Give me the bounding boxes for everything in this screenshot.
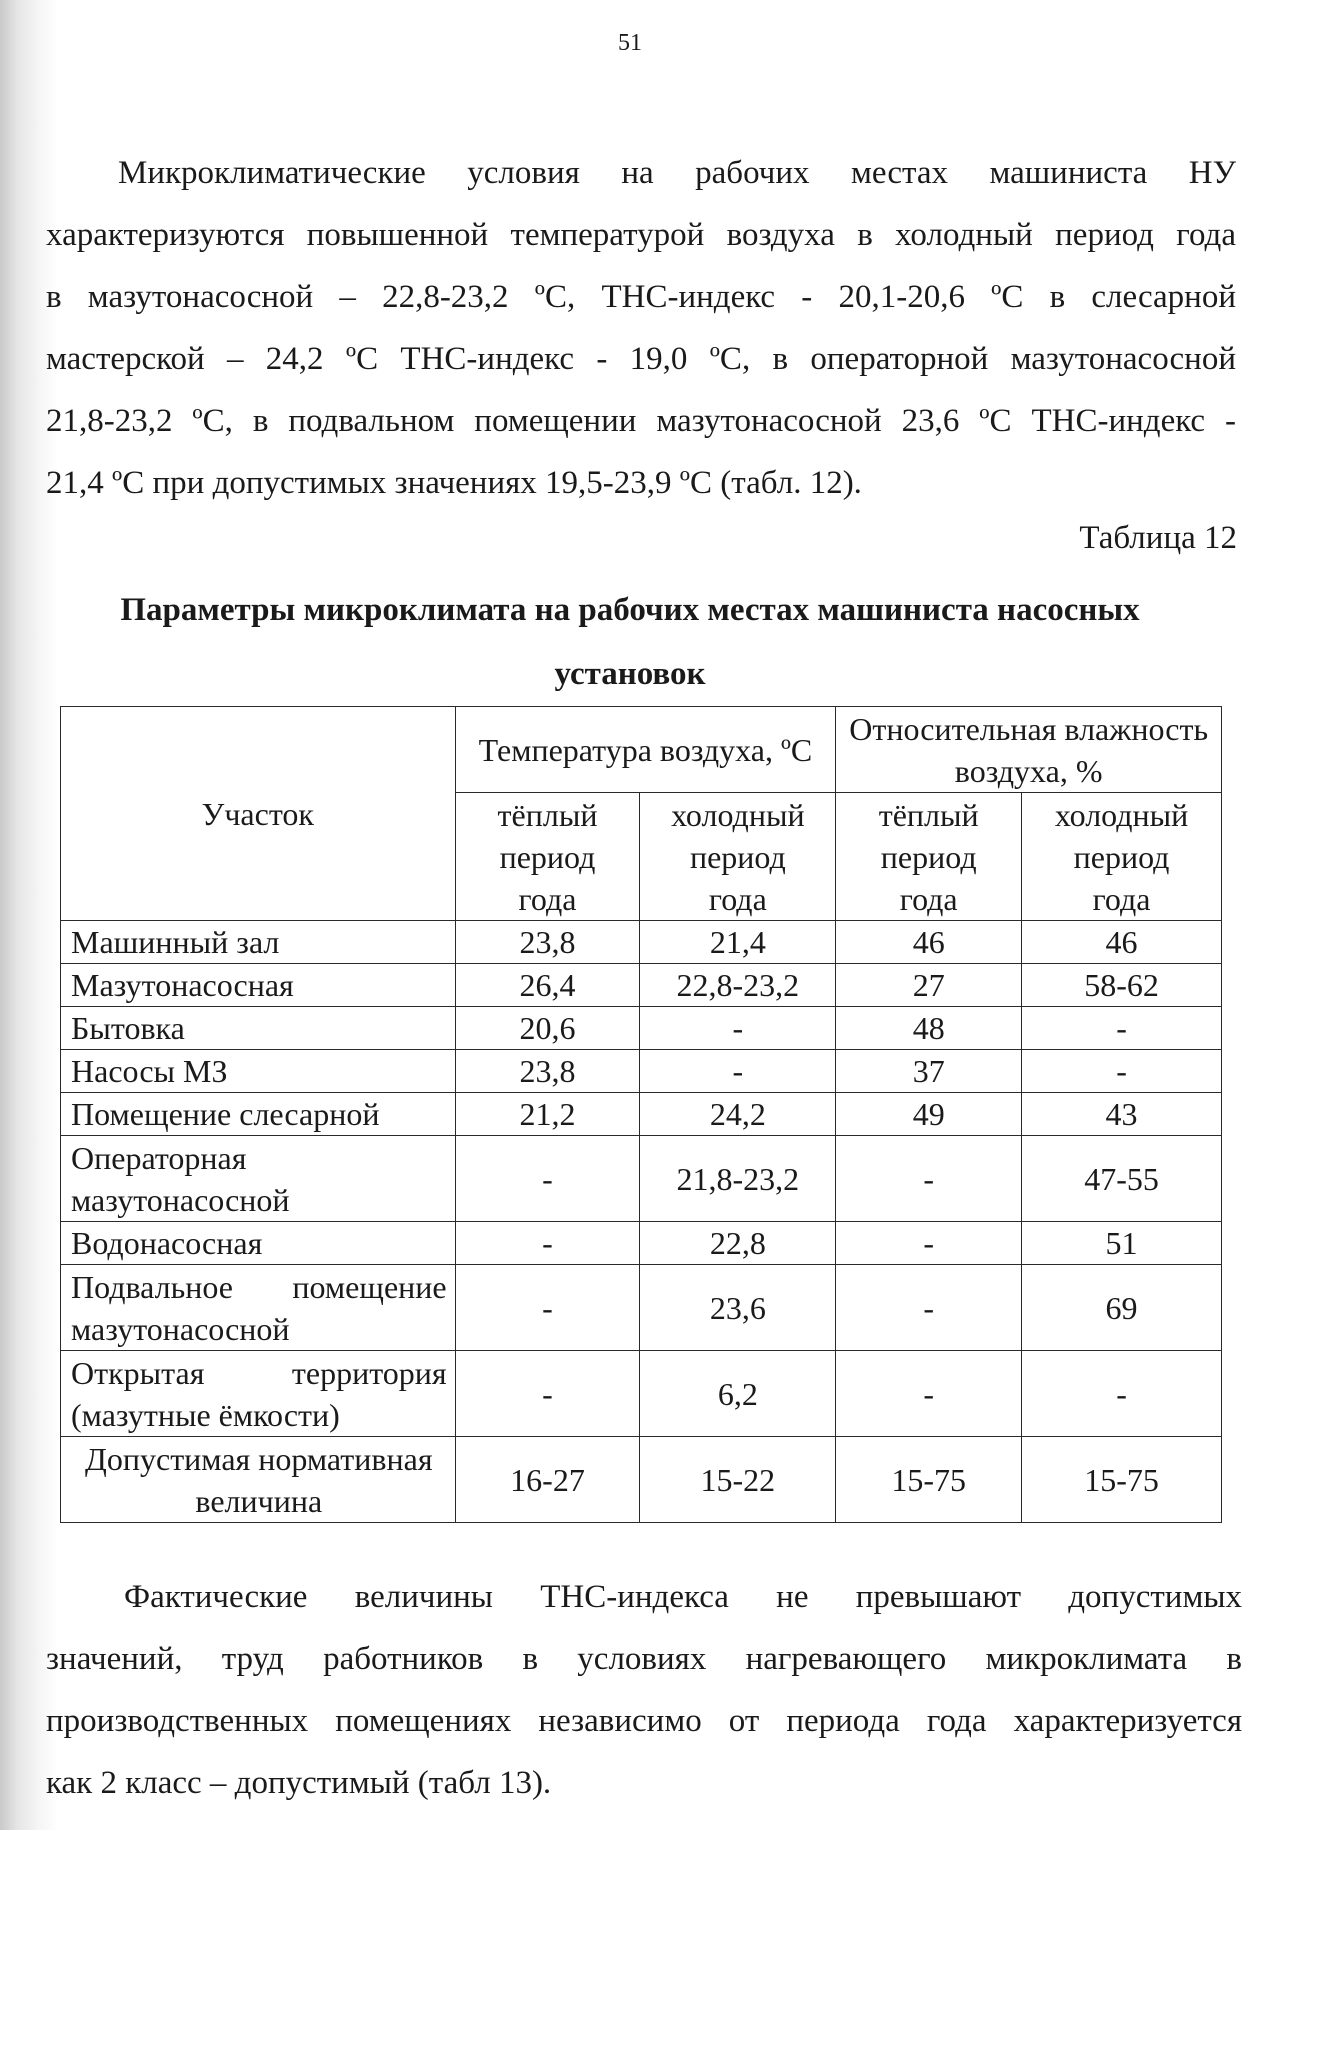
cell-temp-cold: 21,8-23,2 xyxy=(640,1136,836,1222)
cell-humidity-cold: - xyxy=(1022,1351,1222,1437)
cell-humidity-warm: - xyxy=(836,1222,1022,1265)
table-row xyxy=(61,1351,1222,1437)
row-area-name: Машинный зал xyxy=(61,921,456,964)
cell-temp-warm: 21,2 xyxy=(455,1093,640,1136)
cell-humidity-warm: 37 xyxy=(836,1050,1022,1093)
paragraph-line: Фактические величины ТНС-индекса не превышают допустимых xyxy=(124,1579,1242,1615)
paragraph-line: 21,8-23,2 ºС, в подвальном помещении мазутонасосной 23,6 ºС ТНС-индекс - xyxy=(46,403,1236,439)
row-area-name: Допустимая нормативная величина xyxy=(61,1437,456,1523)
cell-temp-warm: 26,4 xyxy=(455,964,640,1007)
cell-temp-cold: 22,8-23,2 xyxy=(640,964,836,1007)
page-number: 51 xyxy=(618,30,642,56)
cell-humidity-cold: 43 xyxy=(1022,1093,1222,1136)
table-row xyxy=(61,1265,1222,1351)
cell-temp-cold: 24,2 xyxy=(640,1093,836,1136)
period-word: период xyxy=(689,838,786,875)
cell-humidity-warm: 48 xyxy=(836,1007,1022,1050)
table-row xyxy=(61,1437,1222,1523)
table-row xyxy=(61,1136,1222,1222)
cell-humidity-warm: - xyxy=(836,1351,1022,1437)
header-cold-period-humidity xyxy=(1022,793,1222,921)
cell-temp-warm: 23,8 xyxy=(455,921,640,964)
row-area-name: Бытовка xyxy=(61,1007,456,1050)
header-warm-period-humidity xyxy=(836,793,1022,921)
header-warm-period-temperature xyxy=(455,793,640,921)
paragraph-line: мастерской – 24,2 ºС ТНС-индекс - 19,0 ºС, в операторной мазутонасосной xyxy=(46,341,1236,377)
cell-temp-warm: - xyxy=(455,1136,640,1222)
paragraph-line: как 2 класс – допустимый (табл 13). xyxy=(46,1765,552,1801)
row-area-name: Насосы МЗ xyxy=(61,1050,456,1093)
cell-temp-cold: 21,4 xyxy=(640,921,836,964)
cell-temp-cold: - xyxy=(640,1007,836,1050)
cell-temp-warm: - xyxy=(455,1265,640,1351)
cell-humidity-warm: - xyxy=(836,1136,1022,1222)
cell-humidity-warm: 46 xyxy=(836,921,1022,964)
cell-temp-cold: 6,2 xyxy=(640,1351,836,1437)
header-area: Участок xyxy=(61,707,456,921)
header-temperature: Температура воздуха, ºС xyxy=(455,707,836,793)
row-area-name: Операторная мазутонасосной xyxy=(61,1136,456,1222)
cell-humidity-warm: 15-75 xyxy=(836,1437,1022,1523)
table-row xyxy=(61,921,1222,964)
cell-humidity-cold: 69 xyxy=(1022,1265,1222,1351)
period-word: период xyxy=(499,838,596,875)
cell-temp-cold: 22,8 xyxy=(640,1222,836,1265)
table-header-row xyxy=(61,707,1222,793)
period-word: тёплый xyxy=(497,796,598,833)
period-word: года xyxy=(1092,880,1151,917)
cell-temp-warm: 20,6 xyxy=(455,1007,640,1050)
table-row xyxy=(61,1007,1222,1050)
header-cold-period-temperature xyxy=(640,793,836,921)
period-word: года xyxy=(899,880,958,917)
paragraph-line: Микроклиматические условия на рабочих местах машиниста НУ xyxy=(118,155,1236,191)
paragraph-line: производственных помещениях независимо от периода года характеризуется xyxy=(46,1703,1242,1739)
cell-humidity-cold: - xyxy=(1022,1007,1222,1050)
conclusion-paragraph xyxy=(46,1566,1242,1814)
row-area-name: Помещение слесарной xyxy=(61,1093,456,1136)
cell-humidity-warm: - xyxy=(836,1265,1022,1351)
table-row xyxy=(61,1222,1222,1265)
paragraph-line: в мазутонасосной – 22,8-23,2 ºС, ТНС-индекс - 20,1-20,6 ºС в слесарной xyxy=(46,279,1236,315)
paragraph-line: 21,4 ºС при допустимых значениях 19,5-23,9 ºС (табл. 12). xyxy=(46,465,862,501)
table-row xyxy=(61,1050,1222,1093)
cell-temp-cold: 23,6 xyxy=(640,1265,836,1351)
period-word: холодный xyxy=(1054,796,1189,833)
cell-humidity-cold: 46 xyxy=(1022,921,1222,964)
table-number-label: Таблица 12 xyxy=(1079,520,1237,556)
cell-humidity-cold: 51 xyxy=(1022,1222,1222,1265)
period-word: период xyxy=(1073,838,1170,875)
cell-humidity-cold: 15-75 xyxy=(1022,1437,1222,1523)
cell-temp-cold: 15-22 xyxy=(640,1437,836,1523)
period-word: года xyxy=(518,880,577,917)
table-title: Параметры микроклимата на рабочих местах машиниста насосных установок xyxy=(120,592,1140,692)
cell-humidity-cold: 58-62 xyxy=(1022,964,1222,1007)
cell-temp-warm: - xyxy=(455,1222,640,1265)
cell-humidity-warm: 27 xyxy=(836,964,1022,1007)
row-area-name: Подвальное помещение мазутонасосной xyxy=(61,1265,456,1351)
table-row xyxy=(61,1093,1222,1136)
row-area-name: Открытая территория (мазутные ёмкости) xyxy=(61,1351,456,1437)
row-area-name: Водонасосная xyxy=(61,1222,456,1265)
table-row xyxy=(61,964,1222,1007)
cell-temp-warm: 16-27 xyxy=(455,1437,640,1523)
period-word: период xyxy=(880,838,977,875)
cell-temp-cold: - xyxy=(640,1050,836,1093)
period-word: холодный xyxy=(671,796,805,833)
paragraph-line: характеризуются повышенной температурой воздуха в холодный период года xyxy=(46,217,1236,253)
cell-humidity-cold: - xyxy=(1022,1050,1222,1093)
cell-temp-warm: 23,8 xyxy=(455,1050,640,1093)
period-word: года xyxy=(708,880,767,917)
period-word: тёплый xyxy=(878,796,979,833)
paragraph-line: значений, труд работников в условиях нагревающего микроклимата в xyxy=(46,1641,1242,1677)
intro-paragraph xyxy=(46,142,1236,514)
cell-humidity-warm: 49 xyxy=(836,1093,1022,1136)
cell-humidity-cold: 47-55 xyxy=(1022,1136,1222,1222)
cell-temp-warm: - xyxy=(455,1351,640,1437)
header-humidity: Относительная влажность воздуха, % xyxy=(836,707,1222,793)
microclimate-table xyxy=(60,706,1222,1523)
row-area-name: Мазутонасосная xyxy=(61,964,456,1007)
